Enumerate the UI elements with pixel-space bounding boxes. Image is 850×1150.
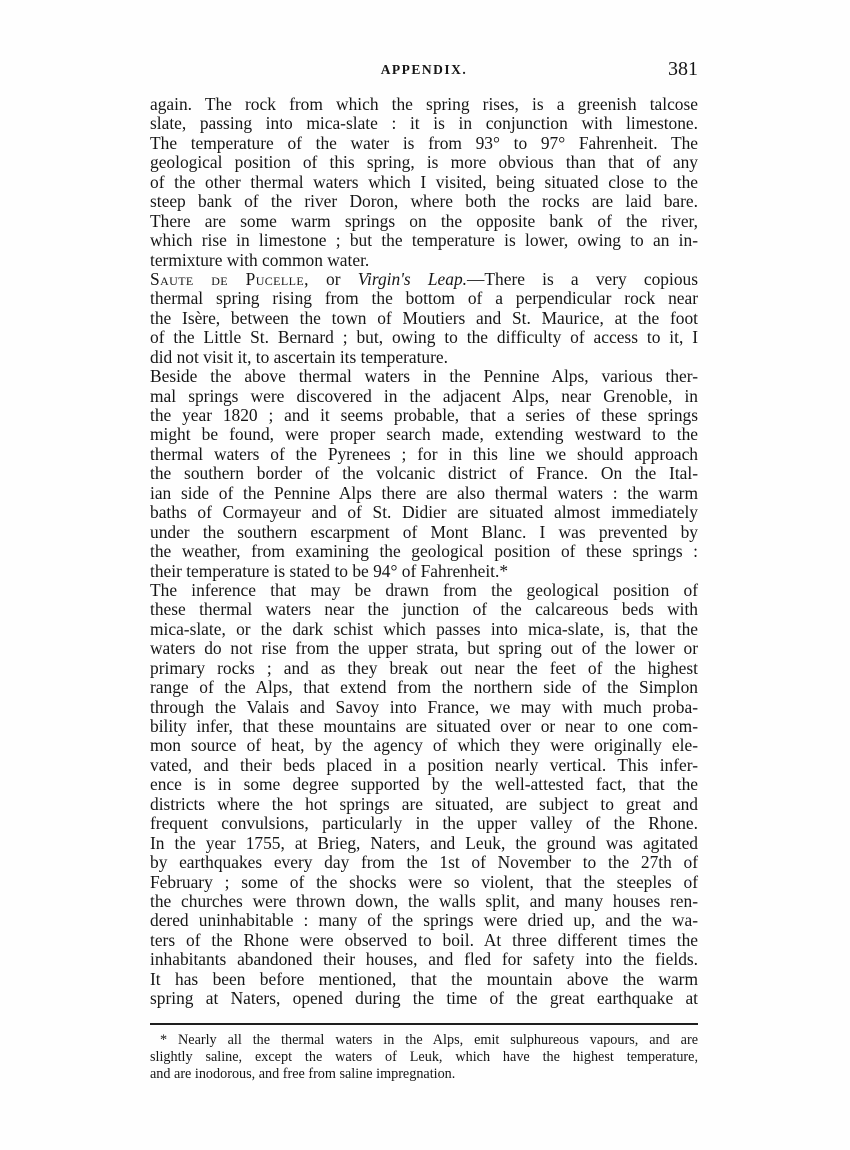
text-line: slate, passing into mica-slate : it is in conjunction with limestone. [150, 113, 698, 134]
text-line: the weather, from examining the geological position of these springs : [150, 541, 698, 562]
text-line: waters do not rise from the upper strata, but spring out of the lower or [150, 638, 698, 659]
italic-title: Virgin's Leap. [357, 268, 468, 289]
text-line: districts where the hot springs are situated, are subject to great and [150, 793, 698, 814]
text-line: thermal waters of the Pyrenees ; for in this line we should approach [150, 443, 698, 464]
saute-de-pucelle-line [150, 270, 698, 289]
page-number: 381 [668, 58, 698, 80]
text-line: might be found, were proper search made, extending westward to the [150, 424, 698, 445]
text-line: ian side of the Pennine Alps there are also thermal waters : the warm [150, 482, 698, 503]
footnote-line: slightly saline, except the waters of Leuk, which have the highest temperature, [150, 1049, 698, 1065]
text-line: Beside the above thermal waters in the Pennine Alps, various ther- [150, 366, 698, 387]
text-line: termixture with common water. [150, 249, 370, 270]
text-line: primary rocks ; and as they break out near the feet of the highest [150, 657, 698, 678]
text-line: under the southern escarpment of Mont Blanc. I was prevented by [150, 521, 698, 542]
section-heading-smallcaps: Saute de Pucelle, [150, 268, 309, 289]
text-line: the Isère, between the town of Moutiers and St. Maurice, at the foot [150, 307, 698, 328]
text-line: these thermal waters near the junction of the calcareous beds with [150, 599, 698, 620]
text-line: which rise in limestone ; but the temperature is lower, owing to an in- [150, 230, 698, 251]
footnote [150, 1032, 698, 1083]
text-line: February ; some of the shocks were so violent, that the steeples of [150, 871, 698, 892]
text-line: their temperature is stated to be 94° of Fahrenheit.* [150, 560, 509, 581]
heading-connector: or [308, 268, 358, 289]
text-line: geological position of this spring, is more obvious than that of any [150, 152, 698, 173]
text-line: dered uninhabitable : many of the springs were dried up, and the wa- [150, 910, 698, 931]
text-line: spring at Naters, opened during the time of the great earthquake at [150, 988, 698, 1009]
text-line: the year 1820 ; and it seems probable, that a series of these springs [150, 405, 698, 425]
text-line: The temperature of the water is from 93° to 97° Fahrenheit. The [150, 132, 698, 153]
line-rest: —There is a very copious [467, 268, 698, 289]
running-head: APPENDIX. [380, 62, 468, 77]
footnote-line: * Nearly all the thermal waters in the Alps, emit sulphureous vapours, and are [160, 1032, 698, 1048]
text-line: through the Valais and Savoy into France, we may with much proba- [150, 696, 698, 717]
text-line: mal springs were discovered in the adjacent Alps, near Grenoble, in [150, 385, 698, 406]
text-line: frequent convulsions, particularly in the upper valley of the Rhone. [150, 813, 698, 834]
text-line: There are some warm springs on the opposite bank of the river, [150, 210, 698, 231]
text-line: the churches were thrown down, the walls split, and many houses ren- [150, 890, 698, 911]
text-line: baths of Cormayeur and of St. Didier are situated almost immediately [150, 502, 698, 523]
text-line: the southern border of the volcanic district of France. On the Ital- [150, 463, 698, 484]
footnote-line: and are inodorous, and free from saline impregnation. [150, 1066, 456, 1082]
footnote-rule [150, 1023, 698, 1025]
text-line: steep bank of the river Doron, where both the rocks are laid bare. [150, 191, 698, 212]
text-line: It has been before mentioned, that the mountain above the warm [150, 968, 698, 989]
text-line: did not visit it, to ascertain its temperature. [150, 346, 448, 367]
text-line: ters of the Rhone were observed to boil. At three different times the [150, 929, 698, 950]
text-line: by earthquakes every day from the 1st of November to the 27th of [150, 852, 698, 873]
text-line: vated, and their beds placed in a position nearly vertical. This infer- [150, 754, 698, 775]
text-line: of the other thermal waters which I visited, being situated close to the [150, 171, 698, 192]
text-line: of the Little St. Bernard ; but, owing to the difficulty of access to it, I [150, 327, 698, 348]
text-line: inhabitants abandoned their houses, and fled for safety into the fields. [150, 949, 698, 970]
text-line: ence is in some degree supported by the well-attested fact, that the [150, 774, 698, 795]
text-line: mon source of heat, by the agency of which they were originally ele- [150, 735, 698, 756]
text-line: range of the Alps, that extend from the northern side of the Simplon [150, 677, 698, 698]
text-line: bility infer, that these mountains are situated over or near to one com- [150, 716, 698, 736]
text-line: In the year 1755, at Brieg, Naters, and Leuk, the ground was agitated [150, 832, 698, 853]
page-header [150, 58, 698, 84]
body-text [150, 95, 698, 1009]
text-line: thermal spring rising from the bottom of a perpendicular rock near [150, 288, 698, 309]
text-line: The inference that may be drawn from the geological position of [150, 579, 698, 600]
text-line: mica-slate, or the dark schist which passes into mica-slate, is, that the [150, 618, 698, 639]
text-line: again. The rock from which the spring rises, is a greenish talcose [150, 94, 698, 114]
